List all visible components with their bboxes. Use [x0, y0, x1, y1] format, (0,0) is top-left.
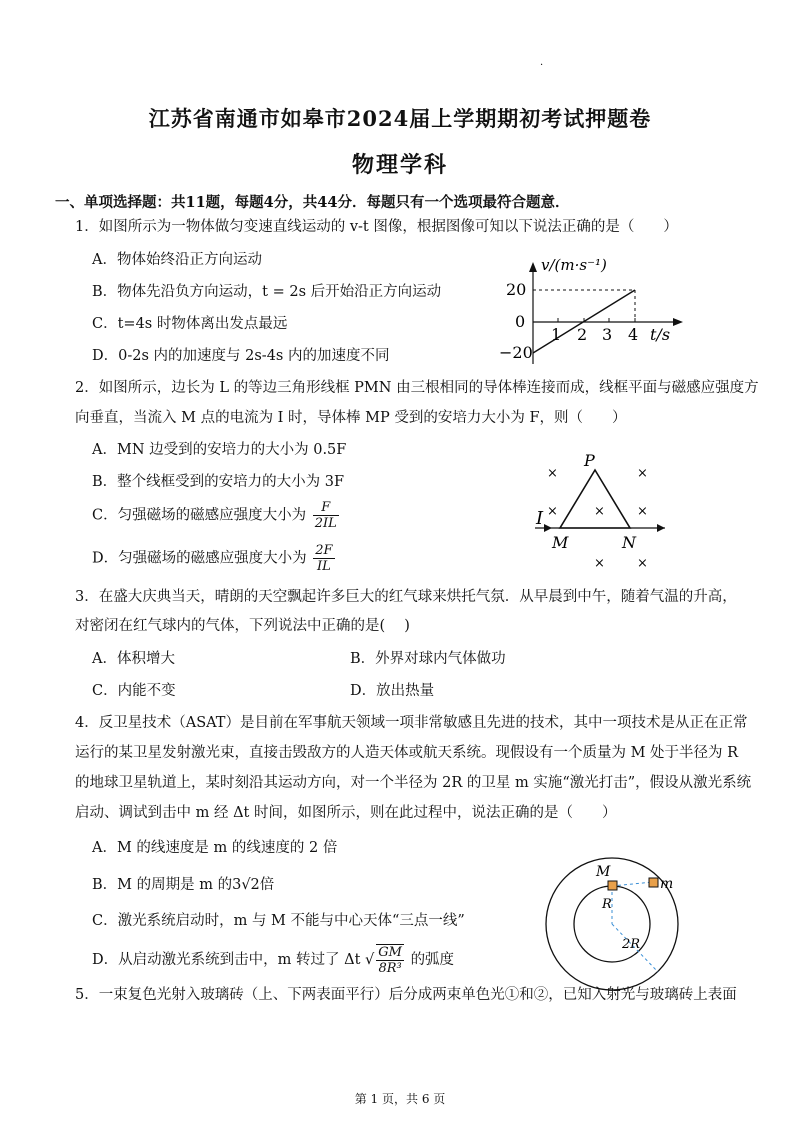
- q2-option-d-fraction: [313, 543, 334, 574]
- current-i-label: I: [536, 508, 544, 529]
- fraction-denominator: 8R³: [378, 961, 402, 976]
- fraction-denominator: 2IL: [314, 516, 337, 531]
- q4-option-b-value: 3√2: [232, 877, 260, 893]
- cross-mark: ×: [547, 466, 558, 481]
- paper-title: 江苏省南通市如皋市2024届上学期期初考试押题卷: [148, 106, 652, 131]
- paper-subtitle: 物理学科: [351, 152, 448, 178]
- cross-mark: ×: [594, 504, 605, 519]
- vertex-p-label: P: [584, 451, 595, 470]
- q1-option-d: D．0-2s 内的加速度与 2s-4s 内的加速度不同: [92, 348, 390, 364]
- q5-stem-line1: 5．一束复色光射入玻璃砖（上、下两表面平行）后分成两束单色光①和②，已知入射光与玻璃砖上表面: [75, 987, 737, 1003]
- q4-stem-line3: 的地球卫星轨道上，某时刻沿其运动方向，对一个半径为 2R 的卫星 m 实施“激光打击”，假设从激光系统: [75, 775, 752, 791]
- q1-option-c: C．t=4s 时物体离出发点最远: [92, 316, 288, 332]
- graph-ytick-20: 20: [506, 280, 527, 299]
- graph-xtick-4: 4: [628, 325, 639, 344]
- q4-stem-line1: 4．反卫星技术（ASAT）是目前在军事航天领域一项非常敏感且先进的技术，其中一项技术是从正在正常: [75, 715, 748, 731]
- cross-mark: ×: [547, 504, 558, 519]
- fraction-numerator: GM: [378, 945, 402, 960]
- graph-ylabel: v/(m·s⁻¹): [541, 256, 607, 274]
- q3-option-c: C．内能不变: [92, 683, 176, 699]
- page-footer: 第 1 页，共 6 页: [354, 1092, 446, 1106]
- q2-option-d-text: D．匀强磁场的磁感应强度大小为: [92, 550, 307, 567]
- satellite-m-big-label: M: [596, 864, 611, 880]
- q3-stem-line1: 3．在盛大庆典当天，晴朗的天空飘起许多巨大的红气球来烘托气氛．从早晨到中午，随着气温的升高，: [75, 589, 737, 605]
- top-dot: ·: [540, 60, 544, 71]
- satellite-m-small-label: m: [660, 876, 674, 892]
- q1-option-a: A．物体始终沿正方向运动: [92, 252, 262, 268]
- graph-xtick-2: 2: [577, 325, 588, 344]
- cross-mark: ×: [637, 556, 648, 571]
- section-heading: 一、单项选择题：共11题，每题4分，共44分．每题只有一个选项最符合题意．: [55, 194, 570, 211]
- q1-option-b: B．物体先沿负方向运动，t = 2s 后开始沿正方向运动: [92, 284, 442, 300]
- fraction-numerator: 2F: [315, 543, 333, 558]
- q2-option-d: [92, 543, 337, 574]
- q3-stem-line2: 对密闭在红气球内的气体，下列说法中正确的是( ): [75, 618, 410, 634]
- q4-option-b-suffix: 倍: [259, 877, 275, 893]
- q4-stem-line2: 运行的某卫星发射激光束，直接击毁敌方的人造天体或航天系统。现假设有一个质量为 M 处于半径为 R: [75, 745, 739, 761]
- q4-option-d: [92, 944, 454, 976]
- q4-option-d-suffix: 的弧度: [410, 952, 455, 968]
- graph-ytick-0: 0: [515, 312, 526, 331]
- q3-option-a: A．体积增大: [92, 651, 175, 667]
- cross-mark: ×: [594, 556, 605, 571]
- vertex-m-label: M: [552, 533, 569, 552]
- q2-option-a: A．MN 边受到的安培力的大小为 0.5F: [92, 442, 347, 458]
- cross-mark: ×: [637, 466, 648, 481]
- q4-option-c: C．激光系统启动时，m 与 M 不能与中心天体“三点一线”: [92, 913, 465, 929]
- graph-xlabel: t/s: [650, 325, 671, 344]
- radius-r-label: R: [602, 897, 612, 912]
- q4-option-d-fraction: [376, 944, 404, 976]
- fraction-denominator: IL: [316, 559, 331, 574]
- q2-option-c-fraction: [313, 500, 339, 531]
- graph-xtick-1: 1: [551, 325, 562, 344]
- graph-xtick-3: 3: [602, 325, 613, 344]
- graph-ytick-neg20: −20: [499, 343, 533, 362]
- q2-option-b: B．整个线框受到的安培力的大小为 3F: [92, 474, 345, 490]
- q4-option-d-text: D．从启动激光系统到击中，m 转过了 Δt: [92, 952, 361, 968]
- q2-triangle-figure: [530, 448, 670, 576]
- cross-mark: ×: [637, 504, 648, 519]
- q2-option-c: [92, 500, 341, 531]
- q4-option-b: [92, 875, 274, 895]
- q2-option-c-text: C．匀强磁场的磁感应强度大小为: [92, 507, 307, 524]
- q3-option-d: D．放出热量: [350, 683, 435, 699]
- q4-option-b-text: B．M 的周期是 m 的: [92, 877, 233, 893]
- q4-orbit-figure: [540, 852, 720, 992]
- vertex-n-label: N: [622, 533, 636, 552]
- radius-2r-label: 2R: [622, 937, 641, 952]
- sqrt-symbol: √: [365, 952, 375, 968]
- q2-stem-line2: 向垂直，当流入 M 点的电流为 I 时，导体棒 MP 受到的安培力大小为 F，则（ ）: [75, 410, 627, 426]
- q1-vt-graph: [495, 252, 695, 370]
- q4-stem-line4: 启动、调试到击中 m 经 Δt 时间，如图所示，则在此过程中，说法正确的是（ ）: [75, 805, 617, 821]
- q1-stem: 1．如图所示为一物体做匀变速直线运动的 v-t 图像，根据图像可知以下说法正确的是（ ）: [75, 219, 678, 235]
- q3-option-b: B．外界对球内气体做功: [350, 651, 506, 667]
- fraction-numerator: F: [313, 500, 339, 516]
- q2-stem-line1: 2．如图所示，边长为 L 的等边三角形线框 PMN 由三根相同的导体棒连接而成，线框平面与磁感应强度方: [75, 380, 759, 396]
- q4-option-a: A．M 的线速度是 m 的线速度的 2 倍: [92, 840, 338, 856]
